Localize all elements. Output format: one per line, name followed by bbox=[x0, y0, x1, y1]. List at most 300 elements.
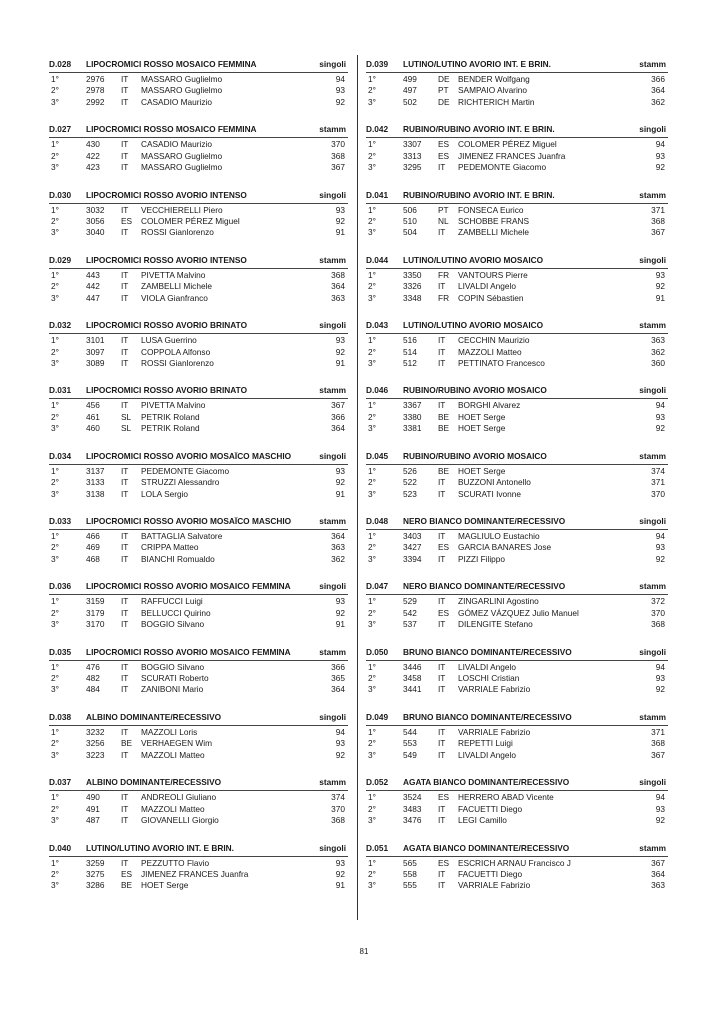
entry-country: BE bbox=[438, 465, 450, 476]
entry-score: 93 bbox=[335, 85, 345, 96]
class-block bbox=[49, 188, 348, 253]
class-type: stamm bbox=[639, 320, 666, 331]
entry-row bbox=[49, 358, 348, 369]
entry-list bbox=[366, 334, 668, 369]
entry-rank: 1° bbox=[51, 792, 59, 803]
class-block bbox=[49, 514, 348, 579]
class-code: D.051 bbox=[366, 842, 389, 853]
class-header bbox=[366, 449, 668, 465]
entry-list bbox=[49, 661, 348, 696]
class-header bbox=[49, 841, 348, 857]
entry-score: 368 bbox=[651, 619, 665, 630]
class-title: LIPOCROMICI ROSSO AVORIO MOSAICO FEMMINA bbox=[86, 646, 291, 657]
entry-rank: 2° bbox=[51, 215, 59, 226]
entry-rank: 2° bbox=[368, 542, 376, 553]
class-block bbox=[49, 841, 348, 906]
entry-name: PETRIK Roland bbox=[141, 423, 200, 434]
class-block bbox=[49, 318, 348, 383]
entry-country: ES bbox=[121, 215, 133, 226]
class-code: D.035 bbox=[49, 646, 72, 657]
entry-rank: 2° bbox=[51, 542, 59, 553]
class-block bbox=[49, 449, 348, 514]
class-type: stamm bbox=[319, 124, 346, 135]
entry-rank: 2° bbox=[368, 803, 376, 814]
entry-country: IT bbox=[438, 661, 446, 672]
entry-country: IT bbox=[121, 335, 129, 346]
entry-number: 3380 bbox=[403, 411, 422, 422]
entry-name: COLOMER PÉREZ Miguel bbox=[141, 215, 240, 226]
class-type: singoli bbox=[639, 777, 666, 788]
entry-number: 430 bbox=[86, 139, 100, 150]
entry-number: 422 bbox=[86, 150, 100, 161]
entry-country: IT bbox=[438, 684, 446, 695]
entry-rank: 2° bbox=[368, 738, 376, 749]
entry-name: SCHOBBE FRANS bbox=[458, 215, 529, 226]
class-code: D.029 bbox=[49, 254, 72, 265]
class-type: stamm bbox=[639, 59, 666, 69]
entry-rank: 1° bbox=[51, 661, 59, 672]
class-title: BRUNO BIANCO DOMINANTE/RECESSIVO bbox=[403, 646, 572, 657]
entry-score: 93 bbox=[335, 596, 345, 607]
entry-row bbox=[49, 162, 348, 173]
entry-country: IT bbox=[438, 553, 446, 564]
entry-country: BE bbox=[438, 423, 450, 434]
entry-name: LOSCHI Cristian bbox=[458, 673, 520, 684]
entry-score: 94 bbox=[655, 531, 665, 542]
entry-score: 362 bbox=[331, 553, 345, 564]
entry-country: IT bbox=[438, 162, 446, 173]
entry-score: 363 bbox=[651, 880, 665, 891]
class-type: stamm bbox=[319, 385, 346, 396]
class-header bbox=[49, 253, 348, 269]
class-title: AGATA BIANCO DOMINANTE/RECESSIVO bbox=[403, 842, 570, 853]
entry-number: 3394 bbox=[403, 553, 422, 564]
entry-score: 372 bbox=[651, 596, 665, 607]
entry-score: 92 bbox=[335, 96, 345, 107]
entry-score: 94 bbox=[335, 726, 345, 737]
entry-name: PIVETTA Malvino bbox=[141, 400, 206, 411]
entry-number: 526 bbox=[403, 465, 417, 476]
entry-country: IT bbox=[438, 673, 446, 684]
entry-name: COLOMER PÉREZ Miguel bbox=[458, 139, 557, 150]
entry-name: VANTOURS Pierre bbox=[458, 269, 528, 280]
entry-country: IT bbox=[121, 661, 129, 672]
entry-number: 456 bbox=[86, 400, 100, 411]
entry-rank: 3° bbox=[51, 684, 59, 695]
entry-rank: 2° bbox=[51, 673, 59, 684]
entry-row bbox=[366, 489, 668, 500]
class-type: singoli bbox=[319, 581, 346, 592]
entry-row bbox=[366, 596, 668, 607]
class-code: D.034 bbox=[49, 450, 72, 461]
class-header bbox=[49, 449, 348, 465]
entry-score: 92 bbox=[335, 868, 345, 879]
entry-row bbox=[49, 293, 348, 304]
class-type: stamm bbox=[639, 842, 666, 853]
entry-number: 476 bbox=[86, 661, 100, 672]
class-block bbox=[49, 775, 348, 840]
entry-country: IT bbox=[438, 868, 446, 879]
entry-rank: 2° bbox=[368, 346, 376, 357]
entry-row bbox=[49, 542, 348, 553]
entry-number: 487 bbox=[86, 815, 100, 826]
entry-number: 3295 bbox=[403, 162, 422, 173]
entry-row bbox=[366, 205, 668, 216]
entry-score: 371 bbox=[651, 726, 665, 737]
entry-score: 91 bbox=[335, 880, 345, 891]
entry-country: IT bbox=[121, 150, 129, 161]
entry-number: 423 bbox=[86, 162, 100, 173]
entry-row bbox=[366, 227, 668, 238]
entry-country: IT bbox=[121, 139, 129, 150]
entry-country: NL bbox=[438, 215, 449, 226]
entry-list bbox=[49, 595, 348, 630]
entry-row bbox=[49, 151, 348, 162]
entry-number: 3286 bbox=[86, 880, 105, 891]
entry-score: 370 bbox=[331, 139, 345, 150]
class-code: D.037 bbox=[49, 777, 72, 788]
entry-row bbox=[366, 293, 668, 304]
entry-score: 92 bbox=[335, 346, 345, 357]
entry-score: 362 bbox=[651, 96, 665, 107]
entry-rank: 1° bbox=[368, 400, 376, 411]
entry-rank: 3° bbox=[368, 292, 376, 303]
class-block bbox=[366, 253, 668, 318]
class-code: D.047 bbox=[366, 581, 389, 592]
entry-country: ES bbox=[121, 868, 133, 879]
entry-country: IT bbox=[438, 738, 446, 749]
entry-row bbox=[366, 85, 668, 96]
entry-rank: 3° bbox=[51, 227, 59, 238]
entry-number: 3441 bbox=[403, 684, 422, 695]
entry-name: ZANIBONI Mario bbox=[141, 684, 204, 695]
entry-row bbox=[366, 400, 668, 411]
entry-country: IT bbox=[438, 477, 446, 488]
entry-country: BE bbox=[121, 880, 133, 891]
entry-score: 374 bbox=[331, 792, 345, 803]
entry-number: 3381 bbox=[403, 423, 422, 434]
entry-row bbox=[366, 423, 668, 434]
entry-number: 523 bbox=[403, 488, 417, 499]
class-header bbox=[366, 318, 668, 334]
entry-row bbox=[366, 74, 668, 85]
entry-country: ES bbox=[438, 792, 450, 803]
entry-country: IT bbox=[438, 400, 446, 411]
entry-row bbox=[49, 347, 348, 358]
entry-score: 367 bbox=[331, 162, 345, 173]
class-type: stamm bbox=[319, 777, 346, 788]
entry-name: PETRIK Roland bbox=[141, 411, 200, 422]
entry-row bbox=[49, 804, 348, 815]
entry-row bbox=[49, 880, 348, 891]
entry-name: LIVALDI Angelo bbox=[458, 749, 516, 760]
entry-name: PETTINATO Francesco bbox=[458, 357, 545, 368]
class-header bbox=[49, 645, 348, 661]
entry-country: IT bbox=[121, 281, 129, 292]
entry-row bbox=[366, 477, 668, 488]
entry-score: 368 bbox=[331, 815, 345, 826]
entry-number: 555 bbox=[403, 880, 417, 891]
class-block bbox=[366, 841, 668, 906]
entry-rank: 3° bbox=[368, 684, 376, 695]
entry-score: 367 bbox=[651, 227, 665, 238]
entry-list bbox=[49, 530, 348, 565]
entry-country: IT bbox=[121, 803, 129, 814]
entry-name: VECCHIERELLI Piero bbox=[141, 204, 223, 215]
entry-name: LOLA Sergio bbox=[141, 488, 189, 499]
entry-country: IT bbox=[121, 346, 129, 357]
right-column bbox=[366, 57, 668, 906]
entry-row bbox=[366, 662, 668, 673]
entry-score: 93 bbox=[655, 542, 665, 553]
entry-list bbox=[49, 791, 348, 826]
entry-rank: 3° bbox=[368, 815, 376, 826]
entry-name: JIMENEZ FRANCES Juanfra bbox=[458, 150, 566, 161]
class-title: NERO BIANCO DOMINANTE/RECESSIVO bbox=[403, 581, 566, 592]
entry-rank: 1° bbox=[368, 139, 376, 150]
entry-rank: 2° bbox=[51, 281, 59, 292]
entry-list bbox=[366, 465, 668, 500]
entry-row bbox=[366, 608, 668, 619]
entry-rank: 2° bbox=[51, 607, 59, 618]
class-type: singoli bbox=[319, 320, 346, 331]
entry-rank: 2° bbox=[368, 673, 376, 684]
entry-name: COPPOLA Alfonso bbox=[141, 346, 211, 357]
entry-number: 516 bbox=[403, 335, 417, 346]
entry-row bbox=[49, 423, 348, 434]
class-block bbox=[366, 57, 668, 122]
entry-name: MAZZOLI Loris bbox=[141, 726, 198, 737]
entry-row bbox=[49, 477, 348, 488]
entry-name: RAFFUCCI Luigi bbox=[141, 596, 203, 607]
class-code: D.045 bbox=[366, 450, 389, 461]
entry-country: SL bbox=[121, 411, 132, 422]
entry-name: GARCIA BANARES Jose bbox=[458, 542, 552, 553]
class-title: RUBINO/RUBINO AVORIO INT. E BRIN. bbox=[403, 189, 555, 200]
entry-number: 3089 bbox=[86, 357, 105, 368]
entry-rank: 2° bbox=[51, 477, 59, 488]
entry-score: 364 bbox=[331, 684, 345, 695]
entry-name: BORGHI Alvarez bbox=[458, 400, 521, 411]
entry-score: 92 bbox=[655, 281, 665, 292]
entry-score: 93 bbox=[655, 411, 665, 422]
entry-rank: 1° bbox=[51, 400, 59, 411]
entry-name: MASSARO Guglielmo bbox=[141, 85, 223, 96]
entry-score: 366 bbox=[331, 411, 345, 422]
entry-row bbox=[366, 270, 668, 281]
entry-score: 92 bbox=[655, 553, 665, 564]
entry-number: 553 bbox=[403, 738, 417, 749]
entry-row bbox=[366, 347, 668, 358]
class-code: D.046 bbox=[366, 385, 389, 396]
entry-number: 442 bbox=[86, 281, 100, 292]
entry-name: PIZZI Filippo bbox=[458, 553, 506, 564]
class-title: LUTINO/LUTINO AVORIO MOSAICO bbox=[403, 254, 544, 265]
entry-name: COPIN Sébastien bbox=[458, 292, 524, 303]
entry-number: 502 bbox=[403, 96, 417, 107]
class-title: LIPOCROMICI ROSSO MOSAICO FEMMINA bbox=[86, 124, 257, 135]
entry-country: IT bbox=[438, 749, 446, 760]
entry-rank: 1° bbox=[368, 726, 376, 737]
entry-row bbox=[366, 858, 668, 869]
class-title: LIPOCROMICI ROSSO AVORIO MOSAÏCO MASCHIO bbox=[86, 516, 292, 527]
class-code: D.032 bbox=[49, 320, 72, 331]
entry-number: 3275 bbox=[86, 868, 105, 879]
entry-score: 374 bbox=[651, 465, 665, 476]
entry-list bbox=[49, 73, 348, 108]
entry-country: IT bbox=[121, 162, 129, 173]
entry-country: IT bbox=[438, 227, 446, 238]
entry-number: 3137 bbox=[86, 465, 105, 476]
entry-name: REPETTI Luigi bbox=[458, 738, 513, 749]
entry-country: PT bbox=[438, 85, 449, 96]
entry-score: 91 bbox=[655, 292, 665, 303]
entry-rank: 1° bbox=[51, 74, 59, 84]
class-type: singoli bbox=[639, 516, 666, 527]
entry-number: 514 bbox=[403, 346, 417, 357]
class-title: AGATA BIANCO DOMINANTE/RECESSIVO bbox=[403, 777, 570, 788]
entry-country: IT bbox=[121, 477, 129, 488]
class-code: D.031 bbox=[49, 385, 72, 396]
class-code: D.043 bbox=[366, 320, 389, 331]
class-header bbox=[49, 188, 348, 204]
entry-rank: 1° bbox=[51, 139, 59, 150]
entry-country: IT bbox=[438, 281, 446, 292]
entry-rank: 2° bbox=[368, 607, 376, 618]
entry-country: IT bbox=[121, 673, 129, 684]
entry-score: 368 bbox=[331, 150, 345, 161]
entry-name: ROSSI Gianlorenzo bbox=[141, 227, 214, 238]
entry-country: IT bbox=[121, 607, 129, 618]
class-block bbox=[366, 188, 668, 253]
entry-country: ES bbox=[438, 542, 450, 553]
entry-row bbox=[366, 815, 668, 826]
entry-country: IT bbox=[121, 542, 129, 553]
entry-name: LIVALDI Angelo bbox=[458, 281, 516, 292]
entry-name: FACUETTI Diego bbox=[458, 803, 523, 814]
class-code: D.040 bbox=[49, 842, 72, 853]
entry-rank: 2° bbox=[368, 150, 376, 161]
entry-name: BIANCHI Romualdo bbox=[141, 553, 215, 564]
entry-name: BELLUCCI Quirino bbox=[141, 607, 211, 618]
entry-row bbox=[366, 412, 668, 423]
entry-name: MAZZOLI Matteo bbox=[141, 803, 205, 814]
entry-rank: 1° bbox=[368, 465, 376, 476]
entry-name: ZAMBELLI Michele bbox=[141, 281, 213, 292]
entry-name: PEDEMONTE Giacomo bbox=[141, 465, 230, 476]
class-header bbox=[49, 514, 348, 530]
class-title: LUTINO/LUTINO AVORIO INT. E BRIN. bbox=[86, 842, 234, 853]
class-type: stamm bbox=[319, 516, 346, 527]
entry-rank: 3° bbox=[368, 162, 376, 173]
entry-score: 371 bbox=[651, 204, 665, 215]
entry-number: 542 bbox=[403, 607, 417, 618]
entry-row bbox=[49, 738, 348, 749]
entry-row bbox=[366, 738, 668, 749]
entry-score: 360 bbox=[651, 357, 665, 368]
entry-country: IT bbox=[438, 488, 446, 499]
entry-rank: 1° bbox=[51, 857, 59, 868]
entry-row bbox=[49, 85, 348, 96]
entry-rank: 3° bbox=[51, 96, 59, 107]
entry-rank: 3° bbox=[368, 357, 376, 368]
class-header bbox=[49, 122, 348, 138]
class-title: LIPOCROMICI ROSSO AVORIO BRINATO bbox=[86, 385, 248, 396]
entry-score: 364 bbox=[331, 531, 345, 542]
entry-number: 484 bbox=[86, 684, 100, 695]
class-block bbox=[366, 449, 668, 514]
entry-number: 3476 bbox=[403, 815, 422, 826]
entry-number: 3256 bbox=[86, 738, 105, 749]
class-block bbox=[366, 645, 668, 710]
class-block bbox=[49, 579, 348, 644]
entry-country: DE bbox=[438, 96, 450, 107]
entry-list bbox=[366, 661, 668, 696]
entry-row bbox=[49, 412, 348, 423]
entry-name: PEDEMONTE Giacomo bbox=[458, 162, 547, 173]
class-block bbox=[366, 514, 668, 579]
entry-number: 504 bbox=[403, 227, 417, 238]
entry-list bbox=[366, 857, 668, 892]
entry-rank: 2° bbox=[368, 281, 376, 292]
entry-name: DILENGITE Stefano bbox=[458, 619, 533, 630]
entry-number: 3223 bbox=[86, 749, 105, 760]
entry-number: 558 bbox=[403, 868, 417, 879]
class-header bbox=[366, 383, 668, 399]
entry-row bbox=[366, 151, 668, 162]
entry-score: 368 bbox=[651, 215, 665, 226]
entry-number: 468 bbox=[86, 553, 100, 564]
entry-name: BOGGIO Silvano bbox=[141, 619, 205, 630]
entry-score: 94 bbox=[655, 139, 665, 150]
entry-rank: 1° bbox=[368, 596, 376, 607]
entry-row bbox=[49, 216, 348, 227]
entry-row bbox=[49, 335, 348, 346]
entry-name: MASSARO Guglielmo bbox=[141, 162, 223, 173]
entry-country: IT bbox=[438, 815, 446, 826]
class-title: LUTINO/LUTINO AVORIO MOSAICO bbox=[403, 320, 544, 331]
entry-rank: 1° bbox=[368, 269, 376, 280]
class-type: stamm bbox=[639, 581, 666, 592]
entry-score: 364 bbox=[651, 868, 665, 879]
entry-rank: 2° bbox=[368, 477, 376, 488]
entry-rank: 2° bbox=[368, 868, 376, 879]
class-code: D.030 bbox=[49, 189, 72, 200]
entry-rank: 1° bbox=[51, 531, 59, 542]
entry-list bbox=[366, 726, 668, 761]
entry-score: 362 bbox=[651, 346, 665, 357]
class-header bbox=[366, 841, 668, 857]
entry-number: 3097 bbox=[86, 346, 105, 357]
entry-number: 3232 bbox=[86, 726, 105, 737]
entry-list bbox=[366, 399, 668, 434]
class-title: RUBINO/RUBINO AVORIO MOSAICO bbox=[403, 450, 547, 461]
entry-score: 92 bbox=[655, 815, 665, 826]
entry-row bbox=[49, 554, 348, 565]
entry-country: IT bbox=[438, 335, 446, 346]
entry-score: 366 bbox=[331, 661, 345, 672]
entry-row bbox=[366, 554, 668, 565]
class-title: LIPOCROMICI ROSSO MOSAICO FEMMINA bbox=[86, 59, 257, 69]
entry-rank: 1° bbox=[51, 204, 59, 215]
class-header bbox=[366, 514, 668, 530]
entry-number: 3307 bbox=[403, 139, 422, 150]
class-code: D.039 bbox=[366, 59, 389, 69]
entry-row bbox=[49, 619, 348, 630]
entry-score: 93 bbox=[335, 204, 345, 215]
entry-rank: 2° bbox=[368, 411, 376, 422]
entry-name: HOET Serge bbox=[458, 465, 506, 476]
